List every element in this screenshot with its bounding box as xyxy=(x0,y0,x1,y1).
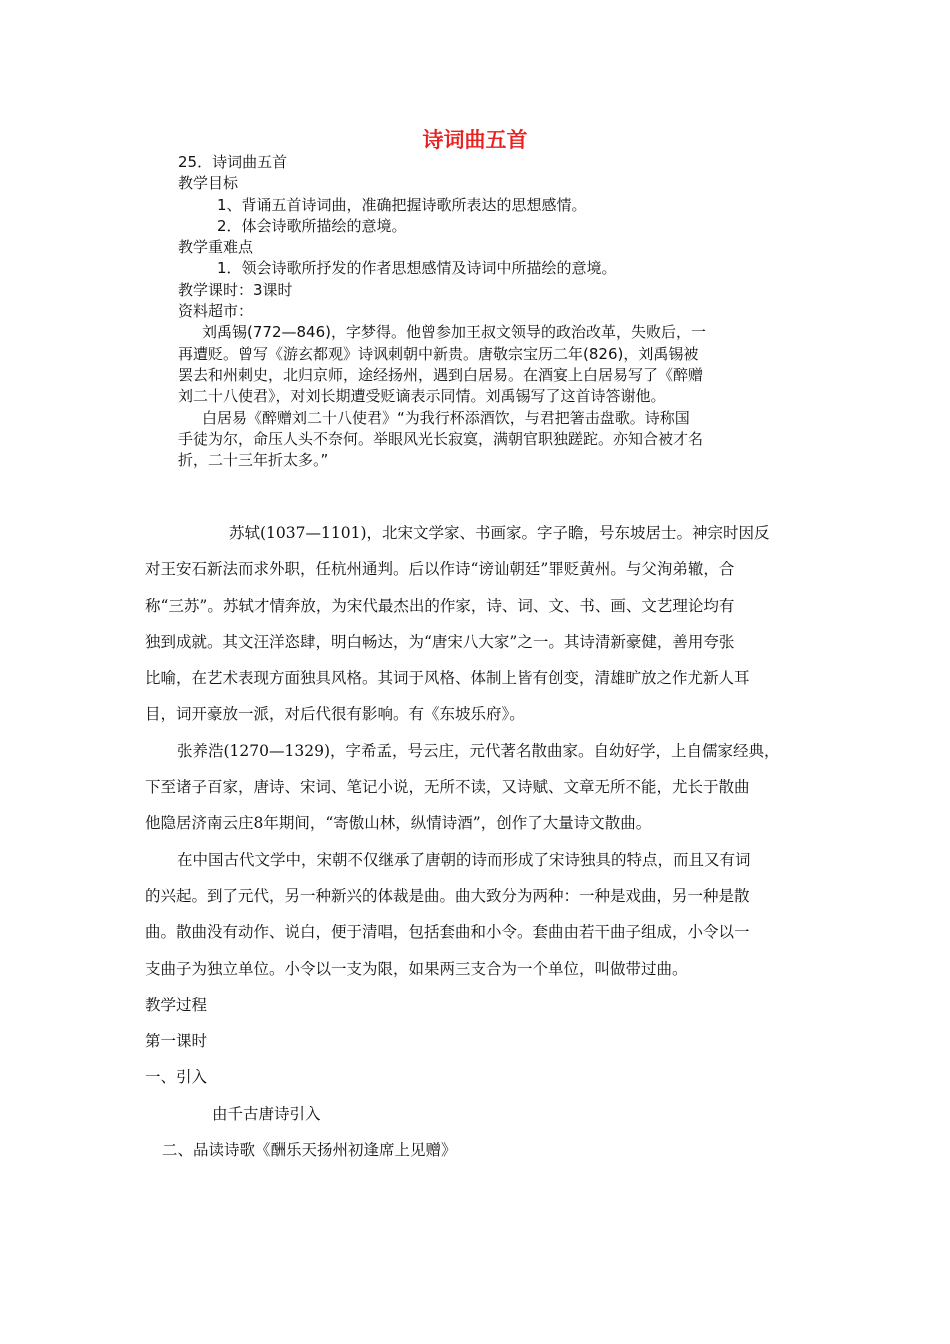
text-line: 刘二十八使君》，对刘长期遭受贬谪表示同情。刘禹锡写了这首诗答谢他。 xyxy=(178,387,666,406)
text-line: 折，二十三年折太多。” xyxy=(178,451,329,470)
text-line: 的兴起。到了元代，另一种新兴的体裁是曲。曲大致分为两种：一种是戏曲，另一种是散 xyxy=(145,886,750,905)
difficulty-item: 1．领会诗歌所抒发的作者思想感情及诗词中所描绘的意境。 xyxy=(217,259,617,278)
first-period: 第一课时 xyxy=(145,1032,208,1051)
step-heading: 二、品读诗歌《酬乐天扬州初逢席上见赠》 xyxy=(162,1141,457,1160)
text-line: 罢去和州刺史，北归京师，途经扬州，遇到白居易。在酒宴上白居易写了《醉赠 xyxy=(178,365,704,384)
lesson-heading: 25．诗词曲五首 xyxy=(178,153,288,171)
goals-heading: 教学目标 xyxy=(178,174,239,193)
text-line: 苏轼(1037—1101)，北宋文学家、书画家。字子瞻，号东坡居士。神宗时因反 xyxy=(229,524,770,542)
text-line: 称“三苏”。苏轼才情奔放，为宋代最杰出的作家，诗、词、文、书、画、文艺理论均有 xyxy=(145,596,735,615)
step-detail: 由千古唐诗引入 xyxy=(212,1104,321,1123)
text-line: 再遭贬。曾写《游玄都观》诗讽刺朝中新贵。唐敬宗宝历二年(826)，刘禹锡被 xyxy=(178,344,699,363)
text-line: 独到成就。其文汪洋恣肆，明白畅达，为“唐宋八大家”之一。其诗清新豪健，善用夸张 xyxy=(145,632,735,651)
text-line: 曲。散曲没有动作、说白，便于清唱，包括套曲和小令。套曲由若干曲子组成，小令以一 xyxy=(145,923,750,942)
step-heading: 一、引入 xyxy=(145,1068,208,1087)
text-line: 在中国古代文学中，宋朝不仅继承了唐朝的诗而形成了宋诗独具的特点，而且又有词 xyxy=(177,850,751,869)
page-title: 诗词曲五首 xyxy=(422,128,528,152)
text-line: 白居易《醉赠刘二十八使君》“为我行杯添酒饮，与君把箸击盘歌。诗称国 xyxy=(202,408,690,427)
text-line: 刘禹锡(772—846)，字梦得。他曾参加王叔文领导的政治改革，失败后，一 xyxy=(202,323,706,342)
text-line: 支曲子为独立单位。小令以一支为限，如果两三支合为一个单位，叫做带过曲。 xyxy=(145,959,688,978)
text-line: 张养浩(1270—1329)，字希孟，号云庄，元代著名散曲家。自幼好学，上自儒家经典， xyxy=(177,741,780,760)
text-line: 下至诸子百家，唐诗、宋词、笔记小说，无所不读，又诗赋、文章无所不能，尤长于散曲 xyxy=(145,778,750,797)
materials-heading: 资料超市： xyxy=(178,302,254,321)
goal-item: 2．体会诗歌所描绘的意境。 xyxy=(217,216,407,235)
text-line: 他隐居济南云庄8年期间，“寄傲山林，纵情诗酒”，创作了大量诗文散曲。 xyxy=(145,814,652,833)
text-line: 对王安石新法而求外职，任杭州通判。后以作诗“谤讪朝廷”罪贬黄州。与父洵弟辙，合 xyxy=(145,560,735,579)
goal-item: 1、背诵五首诗词曲，准确把握诗歌所表达的思想感情。 xyxy=(217,195,587,214)
class-hours: 教学课时：3课时 xyxy=(178,280,293,299)
text-line: 手徒为尔，命压人头不奈何。举眼风光长寂寞，满朝官职独蹉跎。亦知合被才名 xyxy=(178,429,704,448)
process-heading: 教学过程 xyxy=(145,995,208,1014)
body-section xyxy=(145,515,825,1168)
difficulty-heading: 教学重难点 xyxy=(178,238,254,257)
text-line: 比喻，在艺术表现方面独具风格。其词于风格、体制上皆有创变，清雄旷放之作尤新人耳 xyxy=(145,669,750,688)
text-line: 目，词开豪放一派，对后代很有影响。有《东坡乐府》。 xyxy=(145,705,525,724)
intro-section xyxy=(178,152,798,471)
